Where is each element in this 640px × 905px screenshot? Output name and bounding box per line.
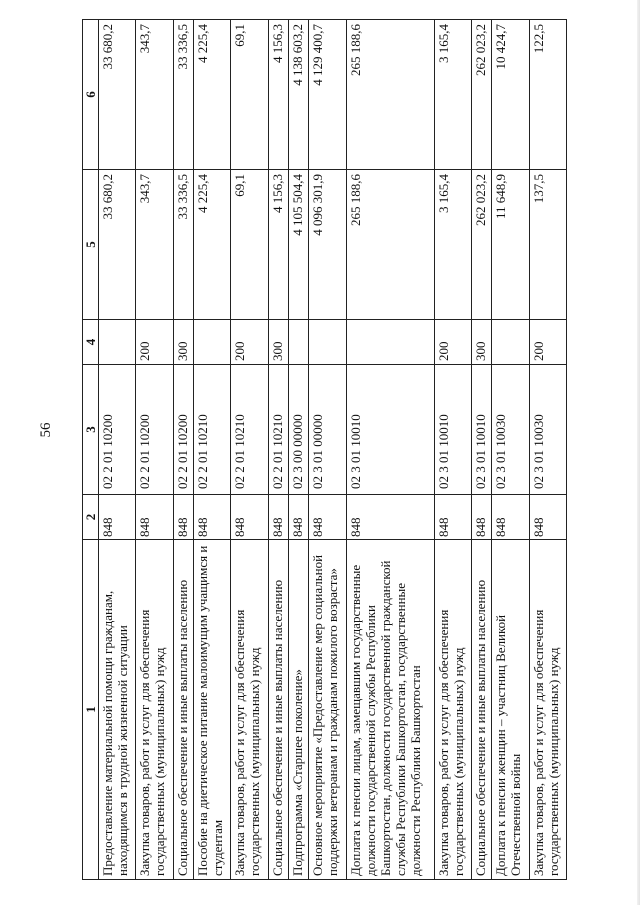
column-header: 2 — [83, 495, 99, 540]
row-name-cell: Основное мероприятие «Предоставление мер социальной поддержки ветеранам и гражданам пожилого возраста» — [309, 540, 346, 880]
target-article-cell: 02 3 01 10010 — [471, 365, 491, 495]
amount-year2-cell: 33 680,2 — [99, 20, 136, 170]
amount-year1-cell: 69,1 — [231, 170, 268, 320]
table-row — [434, 20, 471, 880]
amount-year1-cell: 33 680,2 — [99, 170, 136, 320]
rotated-table-container — [82, 20, 567, 880]
row-name-cell: Социальное обеспечение и иные выплаты населению — [471, 540, 491, 880]
row-name-cell: Закупка товаров, работ и услуг для обеспечения государственных (муниципальных) нужд — [529, 540, 566, 880]
amount-year2-cell: 33 336,5 — [173, 20, 193, 170]
expense-type-cell: 300 — [471, 320, 491, 365]
column-header: 5 — [83, 170, 99, 320]
amount-year2-cell: 4 129 400,7 — [309, 20, 346, 170]
amount-year2-cell: 343,7 — [136, 20, 173, 170]
expense-type-cell — [99, 320, 136, 365]
target-article-cell: 02 3 00 00000 — [288, 365, 308, 495]
budget-table — [82, 19, 567, 880]
expense-type-cell: 300 — [173, 320, 193, 365]
amount-year2-cell: 4 225,4 — [193, 20, 230, 170]
table-row — [173, 20, 193, 880]
amount-year2-cell: 4 138 603,2 — [288, 20, 308, 170]
table-row — [231, 20, 268, 880]
table-row — [529, 20, 566, 880]
amount-year2-cell: 265 188,6 — [346, 20, 434, 170]
table-row — [99, 20, 136, 880]
expense-type-cell — [346, 320, 434, 365]
row-name-cell: Доплата к пенсии лицам, замещавшим государственные должности государственной службы Республики Башкортостан, должности государственной гражданской службы Республики Башкортостан, государственные должности Республики Башкортостан — [346, 540, 434, 880]
expense-type-cell: 300 — [268, 320, 288, 365]
amount-year1-cell: 4 225,4 — [193, 170, 230, 320]
amount-year1-cell: 343,7 — [136, 170, 173, 320]
target-article-cell: 02 3 01 10010 — [434, 365, 471, 495]
row-name-cell: Социальное обеспечение и иные выплаты населению — [173, 540, 193, 880]
ministry-code-cell: 848 — [231, 495, 268, 540]
ministry-code-cell: 848 — [492, 495, 529, 540]
amount-year2-cell: 262 023,2 — [471, 20, 491, 170]
ministry-code-cell: 848 — [471, 495, 491, 540]
row-name-cell: Пособие на диетическое питание малоимущим учащимся и студентам — [193, 540, 230, 880]
target-article-cell: 02 2 01 10210 — [231, 365, 268, 495]
expense-type-cell: 200 — [231, 320, 268, 365]
column-header: 1 — [83, 540, 99, 880]
expense-type-cell — [288, 320, 308, 365]
target-article-cell: 02 3 01 10010 — [346, 365, 434, 495]
expense-type-cell: 200 — [529, 320, 566, 365]
target-article-cell: 02 2 01 10200 — [99, 365, 136, 495]
target-article-cell: 02 3 01 10030 — [492, 365, 529, 495]
ministry-code-cell: 848 — [136, 495, 173, 540]
table-row — [268, 20, 288, 880]
row-name-cell: Предоставление материальной помощи гражданам, находящимся в трудной жизненной ситуации — [99, 540, 136, 880]
amount-year1-cell: 265 188,6 — [346, 170, 434, 320]
amount-year1-cell: 11 648,9 — [492, 170, 529, 320]
table-row — [136, 20, 173, 880]
amount-year1-cell: 137,5 — [529, 170, 566, 320]
column-header: 6 — [83, 20, 99, 170]
expense-type-cell: 200 — [434, 320, 471, 365]
amount-year1-cell: 33 336,5 — [173, 170, 193, 320]
table-header-row — [83, 20, 99, 880]
table-row — [471, 20, 491, 880]
row-name-cell: Закупка товаров, работ и услуг для обеспечения государственных (муниципальных) нужд — [136, 540, 173, 880]
row-name-cell: Закупка товаров, работ и услуг для обеспечения государственных (муниципальных) нужд — [231, 540, 268, 880]
target-article-cell: 02 3 01 00000 — [309, 365, 346, 495]
amount-year1-cell: 4 096 301,9 — [309, 170, 346, 320]
expense-type-cell — [193, 320, 230, 365]
page-number: 56 — [38, 422, 54, 438]
amount-year1-cell: 3 165,4 — [434, 170, 471, 320]
amount-year2-cell: 69,1 — [231, 20, 268, 170]
ministry-code-cell: 848 — [434, 495, 471, 540]
ministry-code-cell: 848 — [193, 495, 230, 540]
ministry-code-cell: 848 — [346, 495, 434, 540]
target-article-cell: 02 2 01 10200 — [173, 365, 193, 495]
amount-year2-cell: 122,5 — [529, 20, 566, 170]
ministry-code-cell: 848 — [173, 495, 193, 540]
ministry-code-cell: 848 — [288, 495, 308, 540]
row-name-cell: Социальное обеспечение и иные выплаты населению — [268, 540, 288, 880]
target-article-cell: 02 2 01 10210 — [193, 365, 230, 495]
amount-year1-cell: 4 105 504,4 — [288, 170, 308, 320]
table-row — [492, 20, 529, 880]
amount-year1-cell: 262 023,2 — [471, 170, 491, 320]
table-row — [309, 20, 346, 880]
amount-year2-cell: 4 156,3 — [268, 20, 288, 170]
expense-type-cell — [309, 320, 346, 365]
ministry-code-cell: 848 — [268, 495, 288, 540]
row-name-cell: Подпрограмма «Старшее поколение» — [288, 540, 308, 880]
table-row — [193, 20, 230, 880]
ministry-code-cell: 848 — [529, 495, 566, 540]
target-article-cell: 02 2 01 10200 — [136, 365, 173, 495]
row-name-cell: Закупка товаров, работ и услуг для обеспечения государственных (муниципальных) нужд — [434, 540, 471, 880]
ministry-code-cell: 848 — [99, 495, 136, 540]
expense-type-cell: 200 — [136, 320, 173, 365]
column-header: 4 — [83, 320, 99, 365]
table-row — [288, 20, 308, 880]
amount-year2-cell: 3 165,4 — [434, 20, 471, 170]
row-name-cell: Доплата к пенсии женщин – участниц Великой Отечественной войны — [492, 540, 529, 880]
column-header: 3 — [83, 365, 99, 495]
target-article-cell: 02 2 01 10210 — [268, 365, 288, 495]
table-row — [346, 20, 434, 880]
target-article-cell: 02 3 01 10030 — [529, 365, 566, 495]
expense-type-cell — [492, 320, 529, 365]
amount-year1-cell: 4 156,3 — [268, 170, 288, 320]
amount-year2-cell: 10 424,7 — [492, 20, 529, 170]
ministry-code-cell: 848 — [309, 495, 346, 540]
